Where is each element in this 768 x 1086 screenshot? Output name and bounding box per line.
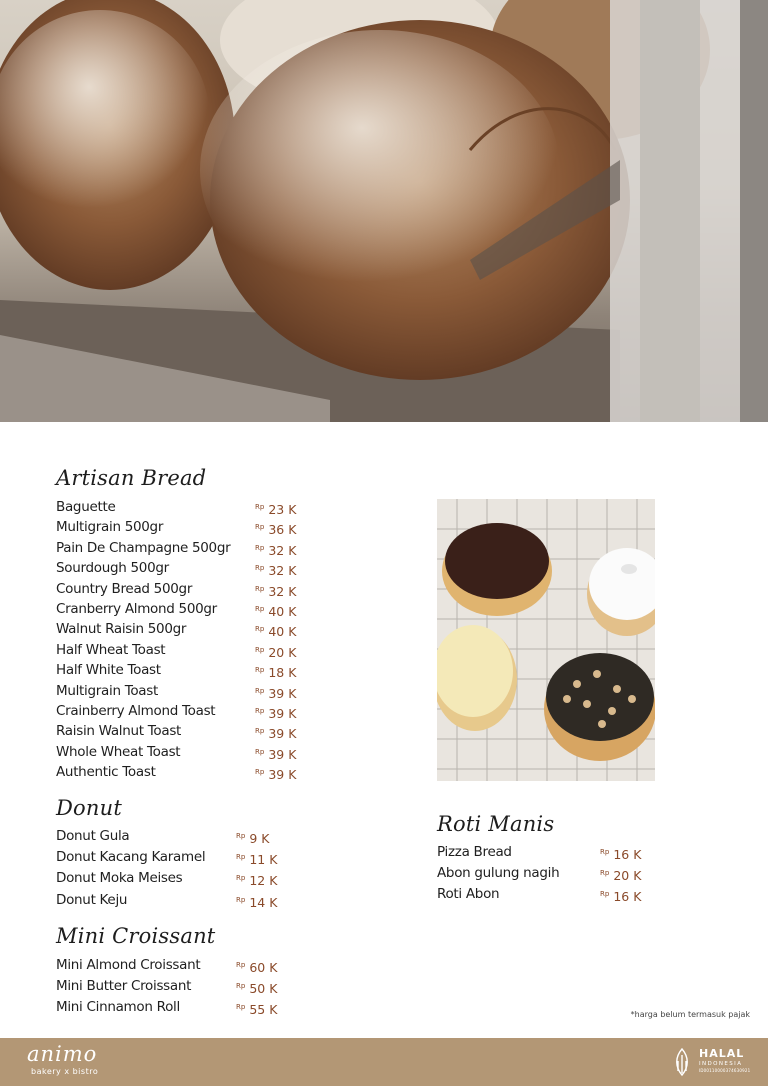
menu-item-name: Mini Butter Croissant xyxy=(56,978,192,995)
menu-item xyxy=(56,847,296,868)
section-title-artisan-bread: Artisan Bread xyxy=(56,466,207,490)
menu-item xyxy=(56,681,316,701)
currency-label: Rp xyxy=(255,645,265,654)
price-value: 16 K xyxy=(613,889,642,905)
menu-item xyxy=(56,868,296,889)
currency-label: Rp xyxy=(255,543,265,552)
currency-label: Rp xyxy=(255,666,265,675)
currency-label: Rp xyxy=(255,768,265,777)
currency-label: Rp xyxy=(600,890,610,899)
halal-logo-icon xyxy=(671,1047,693,1077)
menu-item-name: Authentic Toast xyxy=(56,764,156,781)
menu-item-name: Pizza Bread xyxy=(437,844,512,860)
currency-label: Rp xyxy=(255,747,265,756)
menu-item xyxy=(56,660,316,680)
currency-label: Rp xyxy=(236,853,246,862)
menu-item-name: Abon gulung nagih xyxy=(437,865,560,882)
menu-item xyxy=(56,558,316,578)
bread-illustration xyxy=(0,0,768,422)
price-value: 14 K xyxy=(249,894,278,910)
price-value: 32 K xyxy=(268,583,297,599)
currency-label: Rp xyxy=(236,895,246,904)
menu-item xyxy=(56,997,296,1018)
donut-list xyxy=(56,826,296,911)
menu-item-price xyxy=(236,997,277,1020)
menu-item-name: Donut Keju xyxy=(56,891,128,908)
menu-item xyxy=(56,619,316,639)
menu-item xyxy=(56,579,316,599)
currency-label: Rp xyxy=(236,1003,246,1012)
currency-label: Rp xyxy=(600,848,610,856)
menu-item-price xyxy=(236,868,277,891)
menu-item-name: Half Wheat Toast xyxy=(56,641,166,658)
price-value: 11 K xyxy=(249,852,278,868)
currency-label: Rp xyxy=(255,564,265,573)
menu-item xyxy=(56,742,316,762)
price-value: 23 K xyxy=(268,502,297,517)
menu-item-name: Half White Toast xyxy=(56,662,161,679)
menu-item-name: Multigrain Toast xyxy=(56,682,159,699)
donut-photo xyxy=(437,499,655,781)
menu-item xyxy=(56,701,316,721)
menu-item xyxy=(56,538,316,558)
menu-item xyxy=(437,842,647,863)
menu-item-price xyxy=(255,762,296,785)
price-value: 40 K xyxy=(268,624,297,640)
menu-item xyxy=(437,863,647,884)
menu-item-price xyxy=(236,847,277,870)
halal-country: INDONESIA xyxy=(699,1061,743,1067)
halal-title: HALAL xyxy=(699,1047,745,1060)
price-value: 20 K xyxy=(268,644,297,660)
menu-item-name: Donut Gula xyxy=(56,828,130,844)
menu-item xyxy=(56,721,316,741)
menu-item-name: Donut Moka Meises xyxy=(56,870,183,887)
price-value: 39 K xyxy=(268,746,297,762)
menu-item-price xyxy=(236,826,269,849)
price-value: 50 K xyxy=(249,981,278,997)
menu-item-price xyxy=(236,976,277,999)
hero-bread-photo xyxy=(0,0,768,422)
menu-item xyxy=(56,640,316,660)
menu-item-name: Multigrain 500gr xyxy=(56,519,164,536)
section-title-roti-manis: Roti Manis xyxy=(437,812,555,836)
menu-item-price xyxy=(236,890,277,913)
price-value: 39 K xyxy=(268,705,297,721)
menu-item xyxy=(56,517,316,537)
brand-logo: animo xyxy=(27,1042,98,1066)
currency-label: Rp xyxy=(255,584,265,593)
menu-item-name: Whole Wheat Toast xyxy=(56,743,181,760)
currency-label: Rp xyxy=(255,523,265,532)
currency-label: Rp xyxy=(255,503,265,511)
currency-label: Rp xyxy=(236,961,246,969)
price-value: 39 K xyxy=(268,726,297,742)
price-value: 39 K xyxy=(268,767,297,783)
menu-item-price xyxy=(600,884,641,907)
menu-item-name: Donut Kacang Karamel xyxy=(56,849,206,866)
roti-manis-list xyxy=(437,842,647,906)
menu-item-name: Raisin Walnut Toast xyxy=(56,723,182,740)
section-title-donut: Donut xyxy=(56,796,122,820)
menu-item xyxy=(56,890,296,911)
tax-note: *harga belum termasuk pajak xyxy=(630,1010,750,1019)
menu-item xyxy=(56,762,316,782)
menu-item xyxy=(56,976,296,997)
menu-item-price xyxy=(600,842,641,865)
price-value: 60 K xyxy=(249,960,278,975)
currency-label: Rp xyxy=(255,625,265,634)
currency-label: Rp xyxy=(255,727,265,736)
menu-item xyxy=(56,599,316,619)
menu-item xyxy=(437,884,647,905)
currency-label: Rp xyxy=(236,874,246,883)
menu-item-price xyxy=(600,863,641,886)
brand-tagline: bakery x bistro xyxy=(31,1067,99,1076)
mini-croissant-list xyxy=(56,955,296,1019)
menu-item-name: Country Bread 500gr xyxy=(56,580,193,597)
menu-item-name: Roti Abon xyxy=(437,886,500,903)
price-value: 18 K xyxy=(268,665,297,681)
menu-item xyxy=(56,955,296,976)
currency-label: Rp xyxy=(236,832,246,840)
price-value: 20 K xyxy=(613,868,642,884)
menu-item-name: Walnut Raisin 500gr xyxy=(56,621,187,638)
menu-item xyxy=(56,826,296,847)
footer-bar xyxy=(0,1038,768,1086)
menu-item-name: Cranberry Almond 500gr xyxy=(56,600,217,617)
currency-label: Rp xyxy=(236,982,246,991)
currency-label: Rp xyxy=(255,686,265,695)
currency-label: Rp xyxy=(600,869,610,878)
price-value: 36 K xyxy=(268,522,297,538)
currency-label: Rp xyxy=(255,706,265,715)
menu-item-name: Mini Cinnamon Roll xyxy=(56,999,180,1016)
menu-item-name: Baguette xyxy=(56,499,116,515)
menu-item-name: Crainberry Almond Toast xyxy=(56,702,216,719)
menu-item-name: Pain De Champagne 500gr xyxy=(56,539,231,556)
price-value: 55 K xyxy=(249,1002,278,1018)
price-value: 32 K xyxy=(268,563,297,579)
menu-item xyxy=(56,497,316,517)
menu-item-name: Sourdough 500gr xyxy=(56,560,169,577)
price-value: 16 K xyxy=(613,847,642,862)
donut-illustration xyxy=(437,499,655,781)
artisan-bread-list xyxy=(56,497,316,782)
currency-label: Rp xyxy=(255,604,265,613)
menu-item-name: Mini Almond Croissant xyxy=(56,957,201,973)
price-value: 12 K xyxy=(249,873,278,889)
halal-cert-number: ID00110000374630921 xyxy=(699,1068,751,1073)
price-value: 9 K xyxy=(249,831,270,846)
menu-item-price xyxy=(236,955,277,978)
section-title-mini-croissant: Mini Croissant xyxy=(56,924,216,948)
price-value: 40 K xyxy=(268,603,297,619)
price-value: 32 K xyxy=(268,542,297,558)
price-value: 39 K xyxy=(268,685,297,701)
